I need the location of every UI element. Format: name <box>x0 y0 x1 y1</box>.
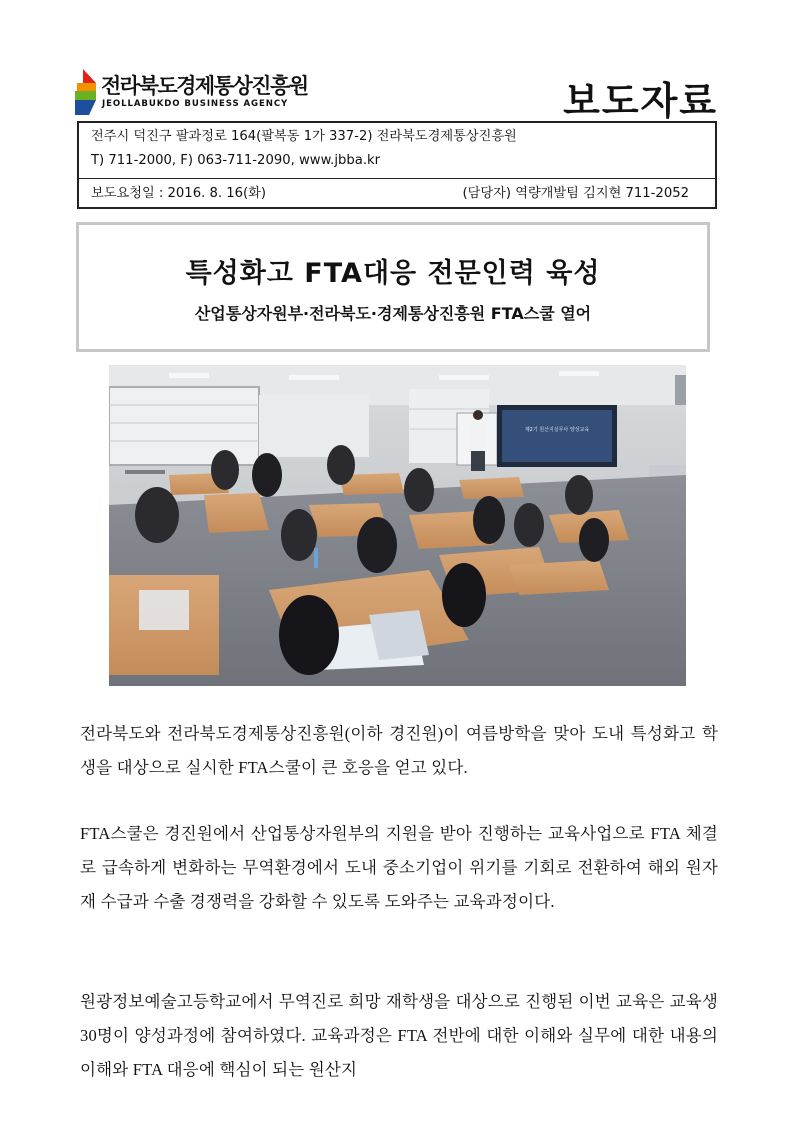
org-address: 전주시 덕진구 팔과정로 164(팔복동 1가 337-2) 전라북도경제통상진흥원 <box>91 129 517 144</box>
headline-subtitle: 산업통상자원부·전라북도·경제통상진흥원 FTA스쿨 열어 <box>194 304 592 323</box>
org-logo <box>75 67 308 119</box>
classroom-photo <box>109 365 686 686</box>
headline-title: 특성화고 FTA대응 전문인력 육성 <box>185 258 601 289</box>
projector-slide-text: 제2기 원산지실무사 양성교육 <box>524 427 590 433</box>
body-paragraph: 원광정보예술고등학교에서 무역진로 희망 재학생을 대상으로 진행된 이번 교육은 교육생 30명이 양성과정에 참여하였다. 교육과정은 FTA 전반에 대한 이해와 실무에 대한 내용의 이해와 FTA 대응에 핵심이 되는 원산지 <box>80 992 718 1079</box>
classroom-photo-illustration <box>109 365 686 686</box>
headline-box <box>76 222 710 352</box>
org-name-english: JEOLLABUKDO BUSINESS AGENCY <box>102 99 289 109</box>
org-contact-numbers: T) 711-2000, F) 063-711-2090, www.jbba.kr <box>91 153 381 168</box>
org-name-korean: 전라북도경제통상진흥원 <box>101 74 308 98</box>
org-logo-icon <box>75 69 97 115</box>
person-in-charge: (담당자) 역량개발팀 김지현 711-2052 <box>462 186 689 201</box>
body-paragraph: 전라북도와 전라북도경제통상진흥원(이하 경진원)이 여름방학을 맞아 도내 특성화고 학생을 대상으로 실시한 FTA스쿨이 큰 호응을 얻고 있다. <box>80 724 718 777</box>
release-request-date: 보도요청일 : 2016. 8. 16(화) <box>91 186 267 201</box>
document-type-heading: 보도자료 <box>563 79 718 123</box>
info-divider <box>79 178 715 179</box>
contact-info-box <box>77 121 717 209</box>
body-paragraph: FTA스쿨은 경진원에서 산업통상자원부의 지원을 받아 진행하는 교육사업으로 FTA 체결로 급속하게 변화하는 무역환경에서 도내 중소기업이 위기를 기회로 전환하여 해외 원자재 수급과 수출 경쟁력을 강화할 수 있도록 도와주는 교육과정이다. <box>80 824 718 911</box>
